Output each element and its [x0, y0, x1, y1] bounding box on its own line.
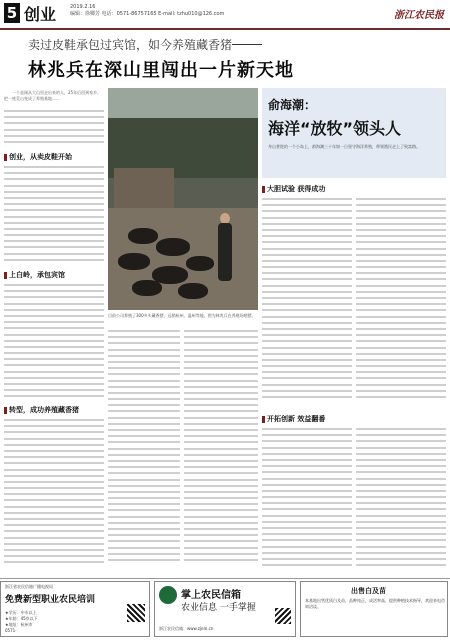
photo-caption: 目前公司养殖了300多头藏香猪，远销杭州、温州等地。图为林兆兵在养殖场喂猪。 [108, 313, 256, 318]
ad1-line: ★学历：中专以上 [5, 610, 37, 615]
photo-pig [118, 253, 150, 270]
editor-contact: 编辑：徐卿芳 电话：0571-86757165 E-mail: tzhu010@126.com [70, 11, 225, 17]
feature-title: 海洋“放牧”领头人 [268, 119, 402, 138]
ad1-line: ★年龄：45岁以下 [5, 616, 38, 621]
article-photo [108, 88, 258, 310]
ad2-slogan: 农业信息 一手掌握 [181, 603, 256, 613]
headline-title: 林兆兵在深山里闯出一片新天地 [28, 60, 294, 81]
feature-text-block [262, 198, 352, 408]
masthead-meta [70, 4, 224, 18]
headline-kicker: 卖过皮鞋承包过宾馆，如今养殖藏香猪 [28, 38, 233, 52]
heading-bar [4, 272, 7, 279]
heading-bar [262, 186, 265, 193]
ad-mobile-mailbox[interactable] [154, 581, 296, 637]
qr-code-icon [127, 604, 145, 622]
intro-text: 一个是刚从大山里走出来的人，25年后回到家乡，把一座荒山变成了养殖基地…… [4, 90, 102, 102]
feature-text-block [356, 428, 446, 572]
feature-header [262, 88, 446, 178]
article-text-block [108, 330, 180, 570]
mailbox-logo-icon [159, 586, 177, 604]
section1-heading [4, 152, 72, 162]
feature-section1-heading-text: 大胆试验 获得成功 [267, 185, 326, 193]
ad-seedlings[interactable] [300, 581, 448, 637]
feature-text-block [356, 198, 446, 408]
heading-bar [4, 154, 7, 161]
section-name: 创业 [24, 5, 57, 24]
footer-ads [0, 578, 450, 640]
ad-training[interactable] [0, 581, 150, 637]
paper-logo: 浙江农民报 [394, 10, 444, 21]
issue-date: 2019.2.16 [70, 4, 96, 10]
heading-bar [4, 407, 7, 414]
feature-section1-heading [262, 184, 325, 194]
kicker-rule [232, 44, 262, 45]
section1-heading-text: 创业，从卖皮鞋开始 [9, 153, 72, 161]
photo-pig [178, 283, 208, 299]
section2-heading-text: 上白岭，承包宾馆 [9, 271, 65, 279]
ad1-line: ★地址：杭州市 [5, 622, 33, 627]
ad3-title: 出售白及苗 [351, 587, 386, 595]
feature-section2-heading [262, 414, 325, 424]
article-intro [4, 90, 104, 102]
article-text-block [4, 284, 104, 402]
ad2-title: 掌上农民信箱 [181, 590, 241, 601]
feature-intro: 舟山普陀的一个小岛上，俞海潮三十年如一日坚守海洋养殖，带领渔民走上了致富路。 [268, 144, 420, 149]
article-text-block [4, 166, 104, 266]
section2-heading [4, 270, 65, 280]
photo-pig [156, 238, 190, 256]
photo-person [218, 223, 232, 281]
ad1-title: 免费新型职业农民培训 [5, 595, 96, 605]
ad2-url: 浙江农民信箱：www.zjnm.cn [159, 626, 214, 631]
article-text-block [4, 110, 104, 148]
feature-section2-heading-text: 开拓创新 效益翻番 [267, 415, 326, 423]
feature-kicker: 俞海潮： [268, 98, 317, 112]
photo-pig [186, 256, 214, 271]
ad1-organizer: 浙江省农民信箱广播电视局 [5, 584, 53, 589]
article-text-block [4, 419, 104, 571]
ad1-phone: 0571- [5, 628, 17, 633]
photo-pig [128, 228, 158, 244]
ad3-text: 本基地出售优质白及苗，品种纯正，成活率高，提供种植技术指导，欢迎来电咨询洽谈。 [305, 598, 445, 609]
photo-pig [132, 280, 162, 296]
qr-code-icon [275, 608, 291, 624]
section3-heading-text: 转型，成功养殖藏香猪 [9, 406, 79, 414]
masthead [0, 0, 450, 30]
article-text-block [184, 330, 258, 570]
ad1-details [5, 610, 38, 634]
section-number: 5 [4, 3, 20, 23]
headline-area [0, 34, 450, 86]
section3-heading [4, 405, 79, 415]
feature-text-block [262, 428, 352, 572]
heading-bar [262, 416, 265, 423]
